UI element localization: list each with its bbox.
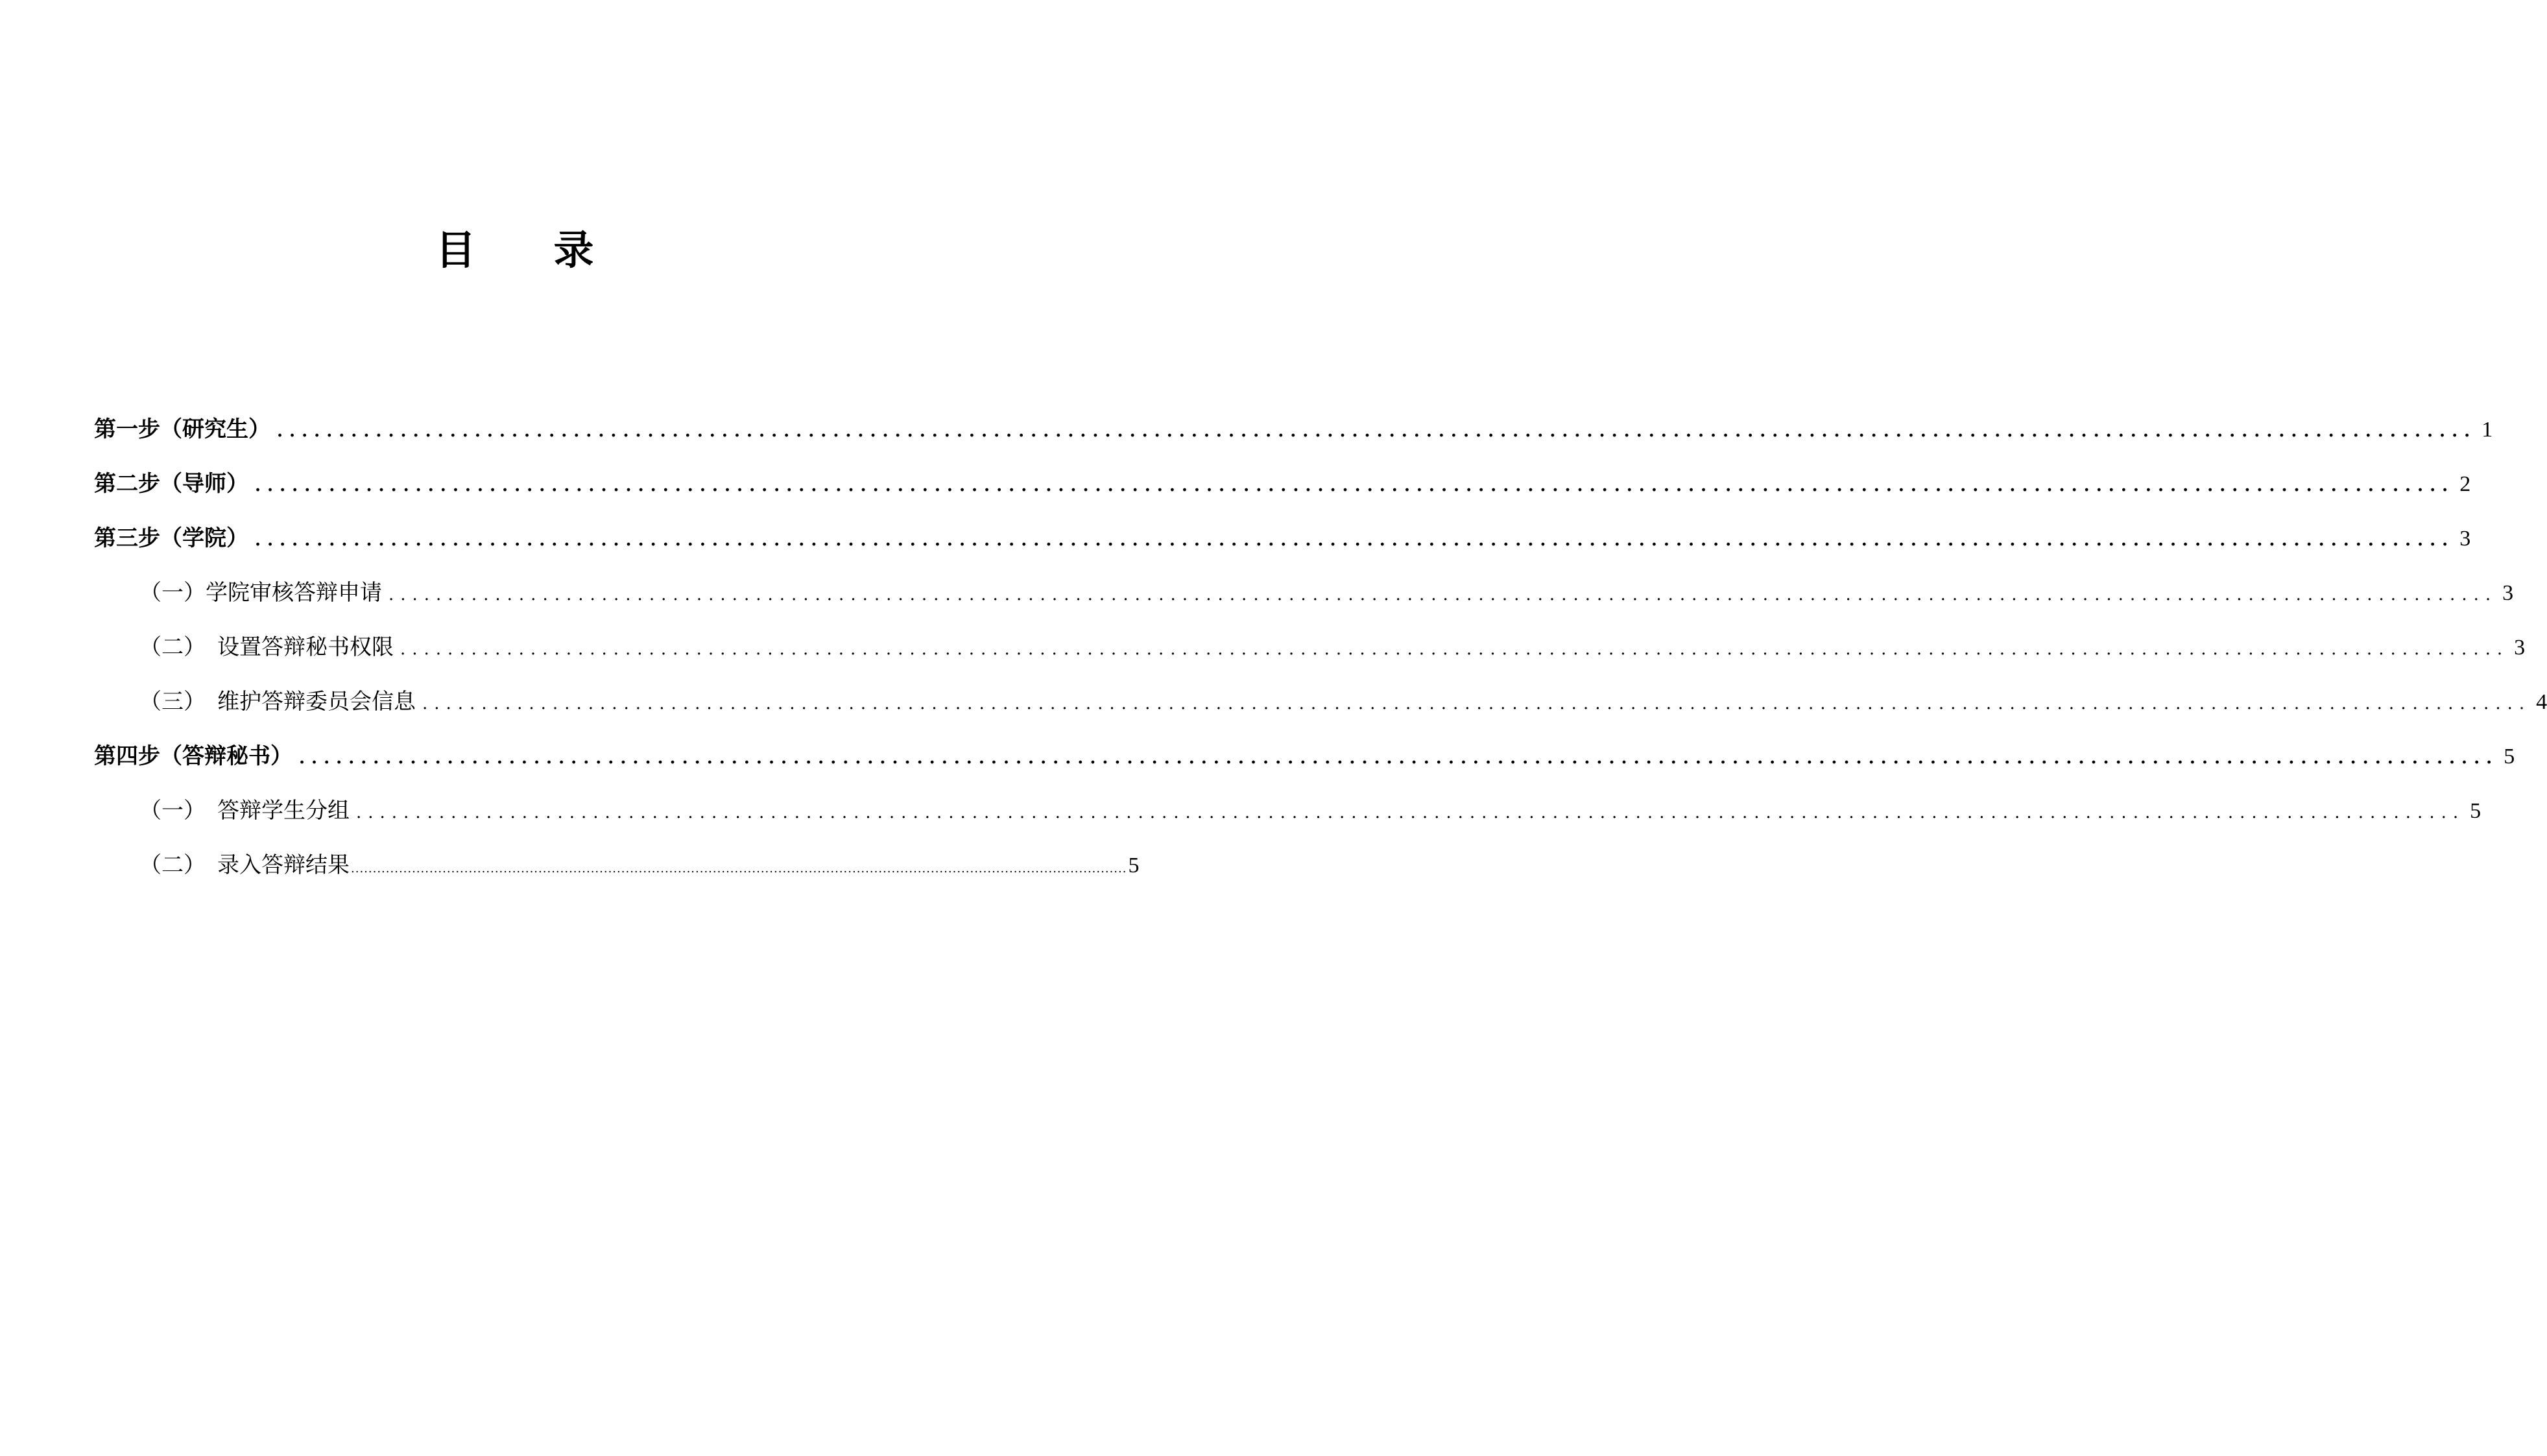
toc-page-number: 4 bbox=[2536, 690, 2547, 714]
toc-entry-step-3-3[interactable] bbox=[94, 674, 2547, 729]
toc-entry-label: 第四步（答辩秘书） bbox=[94, 743, 293, 769]
toc-entry-label: 第一步（研究生） bbox=[94, 416, 270, 442]
toc-page-number: 3 bbox=[2514, 636, 2526, 660]
toc-dot-leader: .................................................................................................................................................................................. bbox=[255, 531, 2455, 550]
toc-entry-label: （二） 录入答辩结果 bbox=[139, 852, 350, 878]
toc-entry-label: （一） 答辩学生分组 bbox=[139, 798, 350, 824]
toc-dot-leader: .................................................................................................................................................................................. bbox=[277, 422, 2477, 441]
toc-entry-label: （二） 设置答辩秘书权限 bbox=[139, 634, 394, 660]
toc-entry-step-1[interactable] bbox=[94, 402, 2493, 457]
toc-entry-label: 第二步（导师） bbox=[94, 471, 248, 497]
toc-page-number: 2 bbox=[2459, 472, 2471, 496]
toc-dot-leader: .................................................................................................................................................................................. bbox=[400, 639, 2509, 659]
toc-page-number: 5 bbox=[2470, 799, 2481, 823]
toc-page-number: 5 bbox=[1128, 853, 1140, 877]
toc-entry-label: 第三步（学院） bbox=[94, 525, 248, 551]
table-of-contents bbox=[94, 402, 2547, 892]
toc-page-number: 3 bbox=[2459, 527, 2471, 551]
toc-title bbox=[0, 226, 1029, 274]
toc-entry-step-3[interactable] bbox=[94, 511, 2471, 566]
toc-page-number: 1 bbox=[2481, 418, 2493, 442]
toc-dot-leader: .................................................................................................................................................................................. bbox=[422, 694, 2531, 713]
toc-dot-leader: .................................................................................................................................................................................. bbox=[389, 585, 2498, 604]
toc-entry-step-4-2[interactable] bbox=[94, 838, 1140, 892]
toc-entry-label: （一）学院审核答辩申请 bbox=[139, 580, 382, 606]
toc-entry-step-3-1[interactable] bbox=[94, 566, 2514, 620]
toc-dot-leader: .................................................................................................................................................................................. bbox=[299, 748, 2499, 768]
toc-entry-label: （三） 维护答辩委员会信息 bbox=[139, 689, 416, 715]
toc-entry-step-4[interactable] bbox=[94, 729, 2515, 783]
toc-dot-leader: .................................................................................................................................................................................. bbox=[255, 476, 2455, 495]
toc-page-number: 3 bbox=[2502, 581, 2514, 605]
toc-dot-leader: .................................................................................................................................................................................. bbox=[351, 862, 1127, 876]
toc-entry-step-2[interactable] bbox=[94, 457, 2471, 511]
toc-entry-step-3-2[interactable] bbox=[94, 620, 2526, 674]
toc-dot-leader: .................................................................................................................................................................................. bbox=[356, 803, 2465, 822]
toc-title-char-2: 录 bbox=[553, 226, 594, 274]
toc-page-number: 5 bbox=[2504, 745, 2515, 769]
toc-title-char-1: 目 bbox=[435, 226, 476, 274]
toc-entry-step-4-1[interactable] bbox=[94, 783, 2481, 838]
